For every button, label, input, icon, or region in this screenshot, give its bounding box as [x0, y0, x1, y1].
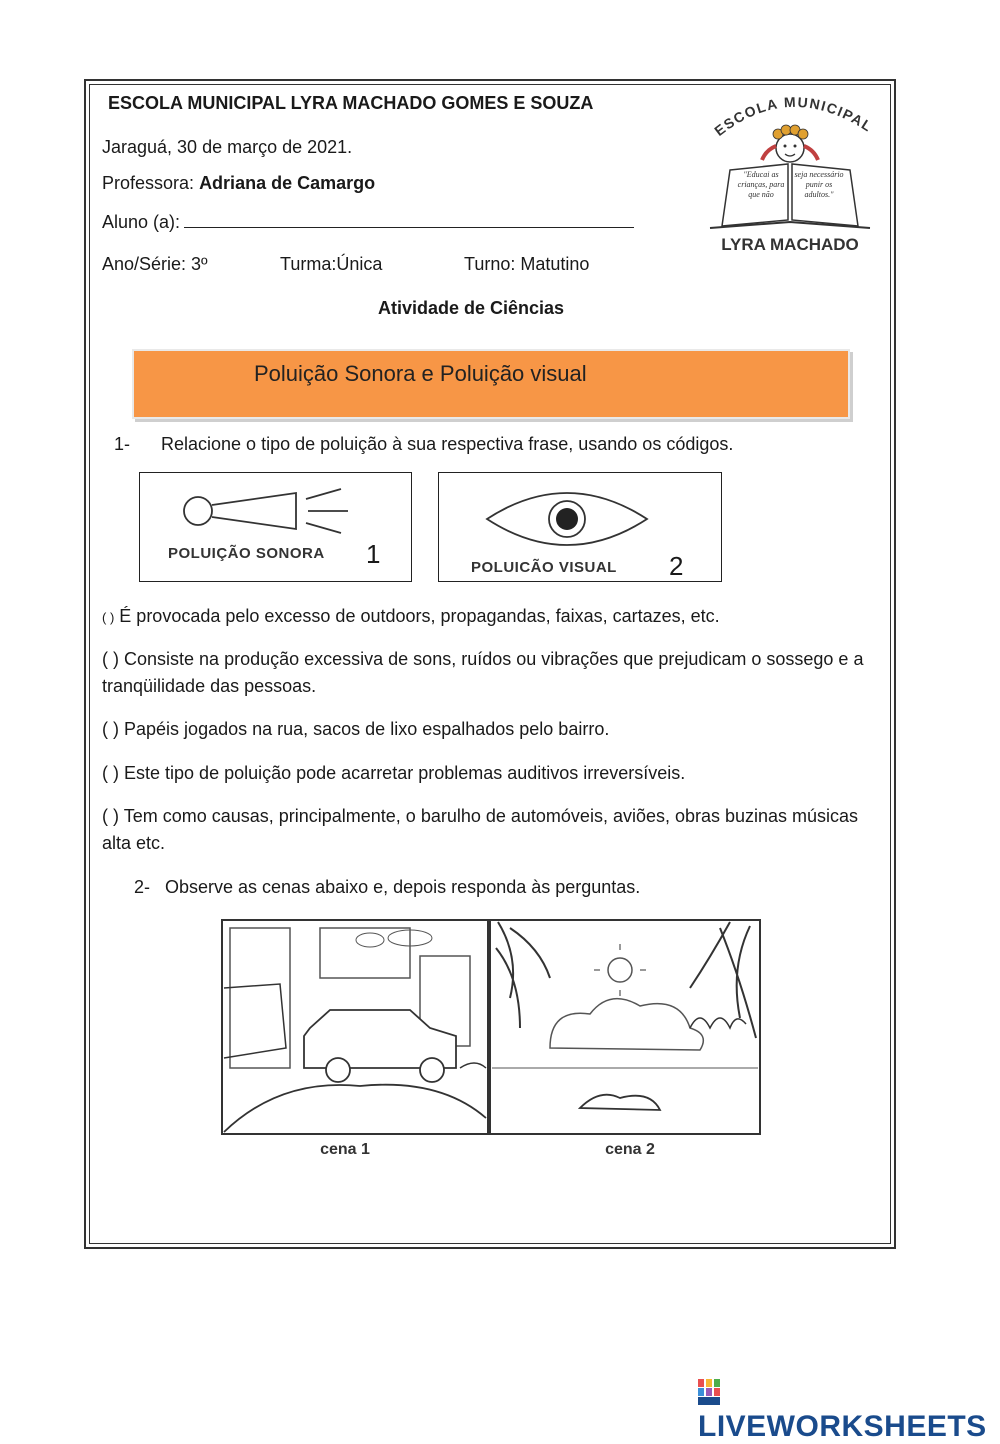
teacher-label: Professora: — [102, 173, 195, 193]
topic-banner — [132, 349, 850, 419]
q1-item-text: Consiste na produção excessiva de sons, ruídos ou vibrações que prejudicam o sossego e a tranqüilidade das pessoas. — [102, 649, 864, 696]
scene2-nature-drawing — [490, 920, 760, 1134]
class: Turma:Única — [280, 254, 383, 274]
school-name: ESCOLA MUNICIPAL LYRA MACHADO GOMES E SOUZA — [108, 93, 594, 113]
footer-brand-text: LIVEWORKSHEETS — [698, 1410, 987, 1443]
q1-item-text: Este tipo de poluição pode acarretar problemas auditivos irreversíveis. — [124, 763, 686, 783]
date: Jaraguá, 30 de março de 2021. — [102, 137, 353, 157]
code-number-visual: 2 — [669, 551, 684, 581]
liveworksheets-icon — [698, 1379, 720, 1405]
q1-item — [102, 646, 882, 700]
logo-name: LYRA MACHADO — [721, 235, 859, 254]
scenes-illustration — [220, 918, 765, 1178]
student-label: Aluno (a): — [102, 212, 181, 232]
scene2-label: cena 2 — [605, 1141, 655, 1158]
q1-number: 1- — [114, 434, 131, 454]
q1-item — [102, 716, 882, 743]
scene1-city-drawing — [222, 920, 488, 1134]
student-line — [102, 209, 634, 233]
code-caption-visual: POLUICÃO VISUAL — [471, 559, 617, 576]
code-caption-sonora: POLUIÇÃO SONORA — [168, 545, 325, 562]
answer-blank[interactable]: ( ) — [102, 719, 119, 739]
q1-item-text: Papéis jogados na rua, sacos de lixo espalhados pelo bairro. — [124, 719, 610, 739]
q1-item — [102, 803, 882, 857]
q1-item-text: Tem como causas, principalmente, o barulho de automóveis, aviões, obras buzinas músicas alta etc. — [102, 806, 859, 853]
q2-text: Observe as cenas abaixo e, depois responda às perguntas. — [165, 877, 641, 897]
logo-quote-left: "Educai as crianças, para que não — [737, 170, 785, 199]
footer-brand — [698, 1376, 1000, 1444]
code-box-sonora — [139, 472, 412, 582]
q1-text: Relacione o tipo de poluição à sua respectiva frase, usando os códigos. — [161, 434, 734, 454]
answer-blank[interactable]: ( ) — [102, 763, 119, 783]
shift: Turno: Matutino — [464, 254, 590, 274]
q1-item-text: É provocada pelo excesso de outdoors, propagandas, faixas, cartazes, etc. — [119, 606, 720, 626]
answer-blank[interactable]: ( ) — [102, 806, 119, 826]
q1-item — [102, 603, 882, 631]
student-name-blank[interactable] — [184, 209, 634, 228]
logo-arc-text: ESCOLA MUNICIPAL — [711, 93, 876, 139]
activity-title: Atividade de Ciências — [378, 298, 565, 318]
answer-blank[interactable]: ( ) — [102, 610, 115, 625]
logo-quote-right: seja necessário punir os adultos." — [794, 170, 844, 199]
code-number-sonora: 1 — [366, 539, 381, 569]
grade: Ano/Série: 3º — [102, 254, 208, 274]
q1-item — [102, 760, 882, 787]
speaker-icon — [176, 481, 376, 541]
eye-icon — [479, 487, 659, 551]
q2-number: 2- — [134, 877, 151, 897]
scene1-label: cena 1 — [320, 1141, 370, 1158]
code-box-visual — [438, 472, 722, 582]
answer-blank[interactable]: ( ) — [102, 649, 119, 669]
teacher-line — [102, 172, 375, 194]
banner-title: Poluição Sonora e Poluição visual — [254, 361, 587, 386]
teacher-name: Adriana de Camargo — [199, 173, 376, 193]
school-logo — [700, 88, 880, 260]
